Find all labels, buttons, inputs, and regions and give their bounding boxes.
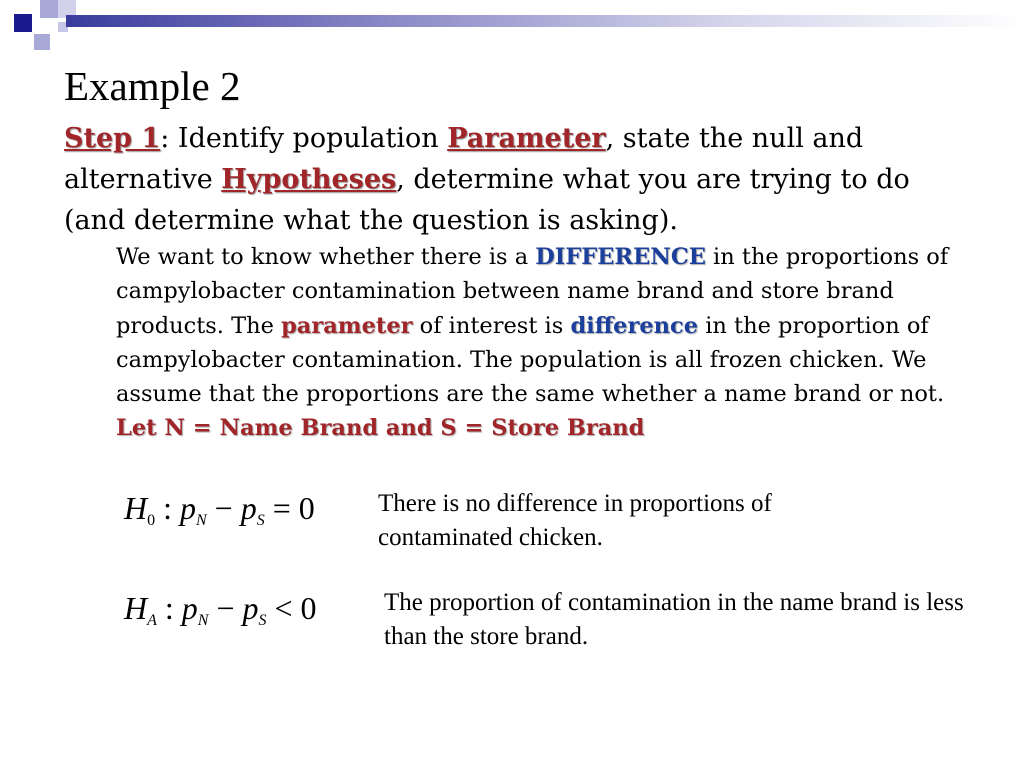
body-text: of interest is xyxy=(412,312,571,339)
eq-operator: < 0 xyxy=(266,590,317,626)
explanation-paragraph xyxy=(116,240,976,446)
eq-minus: − xyxy=(206,490,241,526)
null-hypothesis-description: There is no difference in proportions of contaminated chicken. xyxy=(378,490,772,551)
eq-subscript: 0 xyxy=(147,512,156,529)
eq-subscript: S xyxy=(258,612,267,629)
difference-keyword: difference xyxy=(570,312,699,339)
step-text: , determine what you are trying to do (and determine what the question is asking). xyxy=(64,164,910,236)
step-text: , state the null and alternative xyxy=(64,123,864,195)
eq-subscript: N xyxy=(197,612,209,629)
eq-p: p xyxy=(180,490,196,526)
let-definition: Let N = Name Brand and S = Store Brand xyxy=(116,415,645,442)
eq-subscript: N xyxy=(196,512,207,529)
header-gradient-bar xyxy=(66,15,1024,27)
deco-square-light xyxy=(34,34,50,50)
eq-colon: : xyxy=(155,490,180,526)
eq-subscript: S xyxy=(256,512,265,529)
parameter-keyword: Parameter xyxy=(447,123,606,154)
eq-operator: = 0 xyxy=(264,490,315,526)
body-text: We want to know whether there is a xyxy=(116,244,536,270)
deco-square-dark xyxy=(14,14,32,32)
eq-p: p xyxy=(242,590,259,626)
body-text: in the proportion of campylobacter contamination. The population is all frozen chicken. We assume that the proportions are the same whether a name brand or not. xyxy=(116,312,945,408)
eq-colon: : xyxy=(156,590,182,626)
eq-p: p xyxy=(240,490,257,526)
step-paragraph xyxy=(64,118,964,241)
eq-subscript: A xyxy=(147,612,157,629)
difference-caps-keyword: DIFFERENCE xyxy=(535,244,706,270)
eq-symbol: H xyxy=(124,490,148,526)
alternative-hypothesis-equation xyxy=(124,588,317,641)
deco-square-light xyxy=(40,0,58,18)
alternative-hypothesis-description: The proportion of contamination in the name brand is less than the store brand. xyxy=(384,589,964,650)
step-label: Step 1 xyxy=(64,123,161,154)
eq-p: p xyxy=(181,590,198,626)
step-text: : Identify population xyxy=(160,123,448,154)
parameter-keyword: parameter xyxy=(281,312,413,339)
slide-title: Example 2 xyxy=(64,63,241,109)
body-text: in the proportions of campylobacter contamination between name brand and store brand products. The xyxy=(116,244,949,339)
hypotheses-keyword: Hypotheses xyxy=(221,164,397,195)
null-hypothesis-equation xyxy=(124,488,315,541)
eq-minus: − xyxy=(208,590,243,626)
eq-symbol: H xyxy=(124,590,148,626)
